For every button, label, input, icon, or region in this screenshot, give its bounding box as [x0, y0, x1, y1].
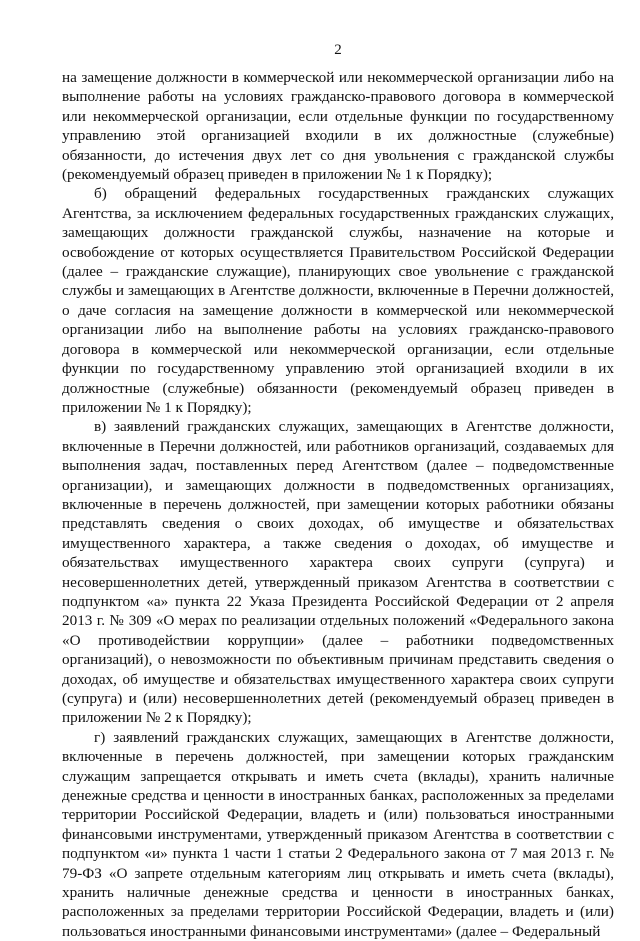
page-number: 2 [334, 42, 342, 58]
paragraph-continuation: на замещение должности в коммерческой или некоммерческой организации либо на выполнение работы на условиях гражданско-правового договора в коммерческой или некоммерческой организации, если отдельные функции по государственному управлению этой организацией входили в их должностные (служебные) обязанности, до истечения двух лет со дня увольнения с гражданской службы (рекомендуемый образец приведен в приложении № 1 к Порядку); [62, 69, 614, 184]
paragraph-item-b: б) обращений федеральных государственных гражданских служащих Агентства, за исключением федеральных государственных гражданских служащих, замещающих должности гражданской службы, назначение на которые и освобождение от которых осуществляется Правительством Российской Федерации (далее – гражданские служащие), планирующих свое увольнение с гражданской службы и замещающих в Агентстве должности, включенные в Перечни должностей, о даче согласия на замещение должности в коммерческой или некоммерческой организации либо на выполнение работы на условиях гражданско-правового договора в коммерческой или некоммерческой организации, если отдельные функции по государственному управлению этой организацией входили в их должностные (служебные) обязанности (рекомендуемый образец приведен в приложении № 1 к Порядку); [62, 185, 614, 416]
paragraph-item-g: г) заявлений гражданских служащих, замещающих в Агентстве должности, включенные в перечень должностей, при замещении которых гражданским служащим запрещается открывать и иметь счета (вклады), хранить наличные денежные средства и ценности в иностранных банках, расположенных за пределами территории Российской Федерации, владеть и (или) пользоваться иностранными финансовыми инструментами, утвержденный приказом Агентства в соответствии с подпунктом «и» пункта 1 части 1 статьи 2 Федерального закона от 7 мая 2013 г. № 79-ФЗ «О запрете отдельным категориям лиц открывать и иметь счета (вклады), хранить наличные денежные средства и ценности в иностранных банках, расположенных за пределами территории Российской Федерации, владеть и (или) пользоваться иностранными финансовыми инструментами» (далее – Федеральный [62, 728, 614, 940]
paragraph-item-v: в) заявлений гражданских служащих, замещающих в Агентстве должности, включенные в Перечни должностей, или работников организаций, создаваемых для выполнения задач, поставленных перед Агентством (далее – подведомственные организации), и замещающих должности в подведомственных организациях, включенные в перечень должностей, при замещении которых работники обязаны представлять сведения о своих доходах, об имуществе и обязательствах имущественного характера, а также сведения о доходах, об имуществе и обязательствах имущественного характера своих супруги (супруга) и несовершеннолетних детей, утвержденный приказом Агентства в соответствии с подпунктом «а» пункта 22 Указа Президента Российской Федерации от 2 апреля 2013 г. № 309 «О мерах по реализации отдельных положений «Федерального закона «О противодействии коррупции» (далее – работники подведомственных организаций), о невозможности по объективным причинам представить сведения о доходах, об имуществе и обязательствах имущественного характера своих супруги (супруга) и (или) несовершеннолетних детей (рекомендуемый образец приведен в приложении № 2 к Порядку); [62, 418, 614, 727]
